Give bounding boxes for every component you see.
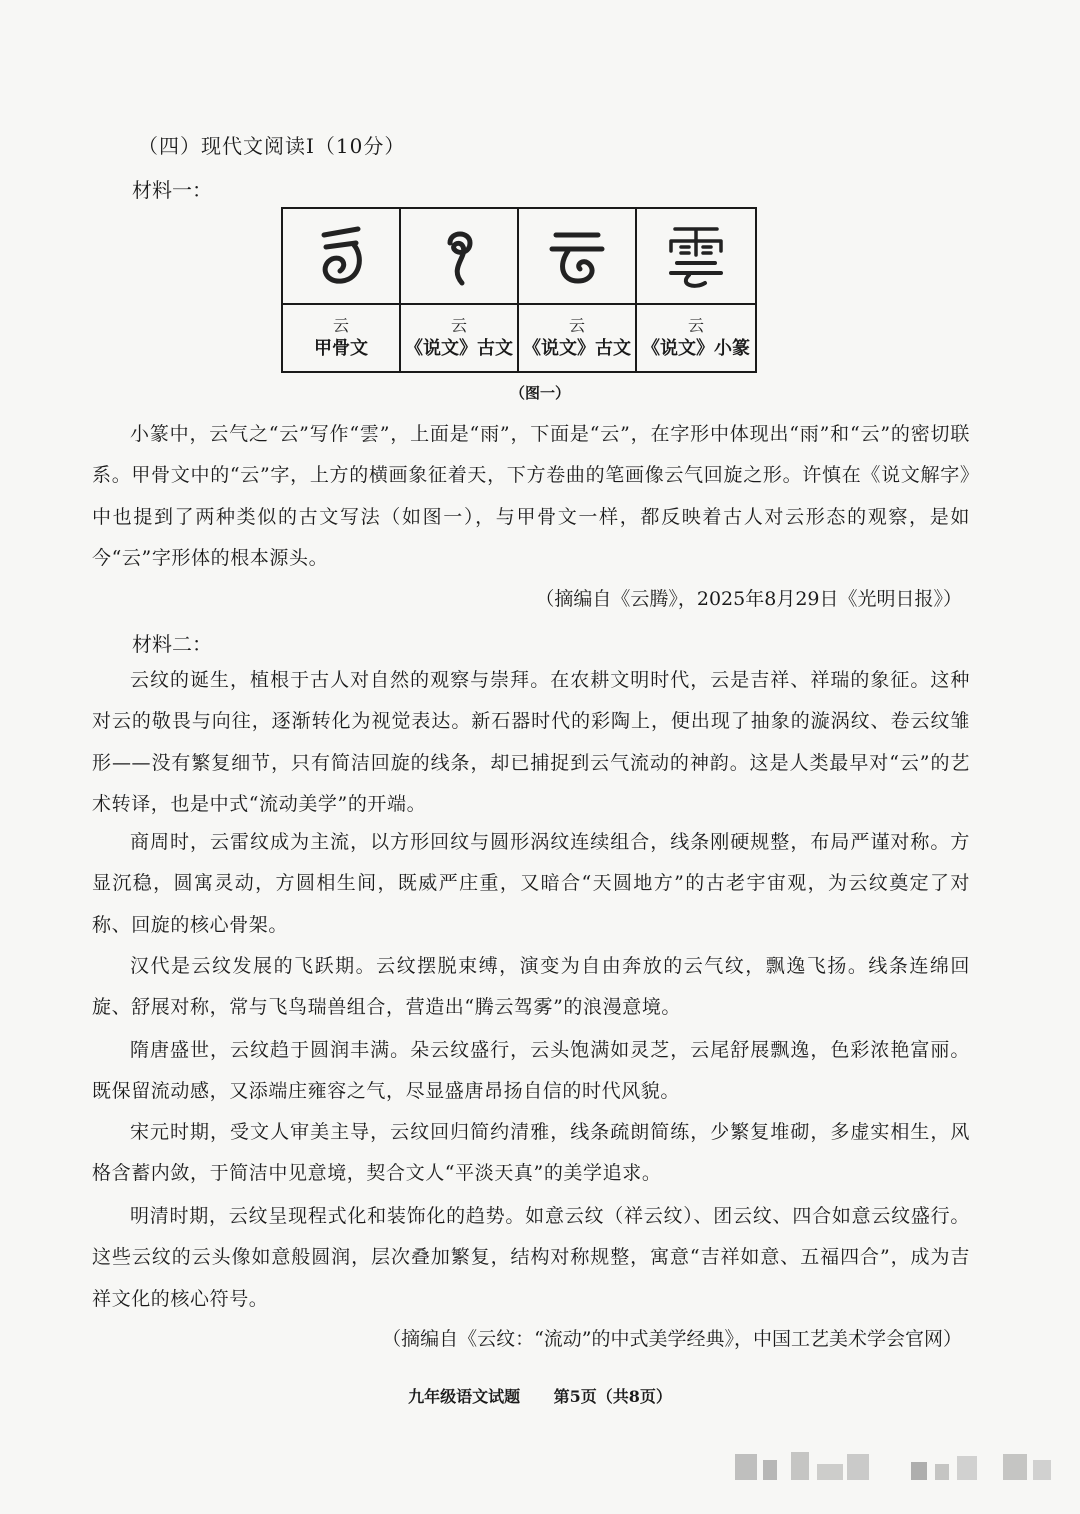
page-footer xyxy=(0,1384,1080,1407)
table-label-oracle: 云 甲骨文 xyxy=(283,305,401,371)
table-label-ancient-2: 云 《说文》古文 xyxy=(519,305,637,371)
character-evolution-table xyxy=(281,207,757,373)
page-number: 第5页（共8页） xyxy=(553,1387,672,1406)
material2-paragraph-2: 商周时，云雷纹成为主流，以方形回纹与圆形涡纹连续组合，线条刚硬规整，布局严谨对称。方显沉稳，圆寓灵动，方圆相生间，既威严庄重，又暗合“天圆地方”的古老宇宙观，为云纹奠定了对称、回旋的核心骨架。 xyxy=(92,831,970,936)
material2-label: 材料二： xyxy=(132,632,212,656)
table-label-ancient-1: 云 《说文》古文 xyxy=(401,305,519,371)
material1-label: 材料一： xyxy=(132,178,212,202)
table-label-small-seal: 云 《说文》小篆 xyxy=(642,315,750,359)
material2-paragraph-5: 宋元时期，受文人审美主导，云纹回归简约清雅，线条疏朗简练，少繁复堆砌，多虚实相生，风格含蓄内敛，于简洁中见意境，契合文人“平淡天真”的美学追求。 xyxy=(92,1121,970,1185)
material2-paragraph-3: 汉代是云纹发展的飞跃期。云纹摆脱束缚，演变为自由奔放的云气纹，飘逸飞扬。线条连绵回旋、舒展对称，常与飞鸟瑞兽组合，营造出“腾云驾雾”的浪漫意境。 xyxy=(92,955,970,1019)
section-title: （四）现代文阅读Ⅰ（10分） xyxy=(138,134,406,158)
ancient-script-glyph-2 xyxy=(519,209,637,305)
material2-paragraph-6: 明清时期，云纹呈现程式化和装饰化的趋势。如意云纹（祥云纹）、团云纹、四合如意云纹盛行。这些云纹的云头像如意般圆润，层次叠加繁复，结构对称规整，寓意“吉祥如意、五福四合”，成为吉祥文化的核心符号。 xyxy=(92,1205,970,1310)
material2-paragraph-4: 隋唐盛世，云纹趋于圆润丰满。朵云纹盛行，云头饱满如灵芝，云尾舒展飘逸，色彩浓艳富丽。既保留流动感，又添端庄雍容之气，尽显盛唐昂扬自信的时代风貌。 xyxy=(92,1039,970,1103)
ancient-script-glyph-1 xyxy=(401,209,519,305)
material1-source: （摘编自《云腾》，2025年8月29日《光明日报》） xyxy=(535,588,962,610)
figure-caption: （图一） xyxy=(509,384,570,402)
oracle-bone-glyph xyxy=(283,209,401,305)
exam-title: 九年级语文试题 xyxy=(408,1387,521,1406)
small-seal-glyph xyxy=(637,209,755,305)
material2-paragraph-1: 云纹的诞生，植根于古人对自然的观察与崇拜。在农耕文明时代，云是吉祥、祥瑞的象征。这种对云的敬畏与向往，逐渐转化为视觉表达。新石器时代的彩陶上，便出现了抽象的漩涡纹、卷云纹雏形——没有繁复细节，只有简洁回旋的线条，却已捕捉到云气流动的神韵。这是人类最早对“云”的艺术转译，也是中式“流动美学”的开端。 xyxy=(92,669,970,815)
material2-source: （摘编自《云纹：“流动”的中式美学经典》，中国工艺美术学会官网） xyxy=(382,1328,962,1350)
blurred-watermark xyxy=(735,1446,1053,1484)
material1-paragraph: 小篆中，云气之“云”写作“雲”，上面是“雨”，下面是“云”，在字形中体现出“雨”和“云”的密切联系。甲骨文中的“云”字，上方的横画象征着天，下方卷曲的笔画像云气回旋之形。许慎在《说文解字》中也提到了两种类似的古文写法（如图一），与甲骨文一样，都反映着古人对云形态的观察，是如今“云”字形体的根本源头。 xyxy=(92,423,970,569)
